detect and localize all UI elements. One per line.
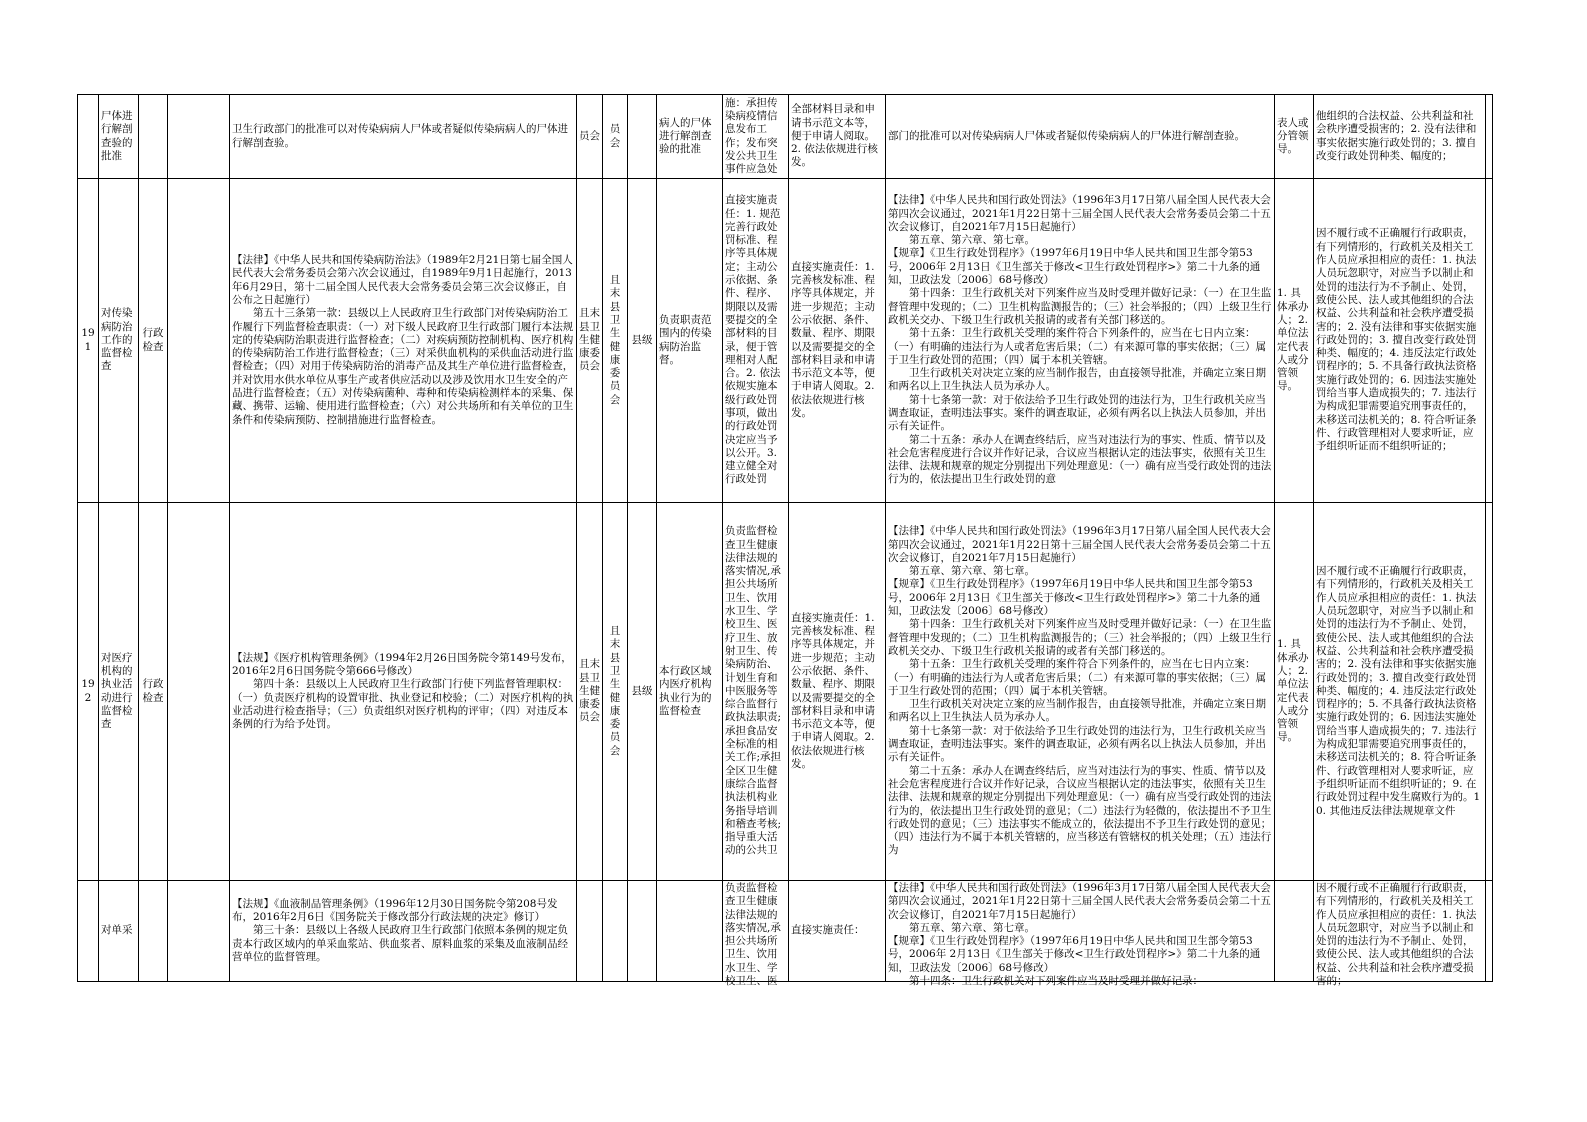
legal-basis-text: 【法规】《医疗机构管理条例》（1994年2月26日国务院令第149号发布，2016年2月6日国务院令第666号修改） 第四十条：县级以上人民政府卫生行政部门行使下列监督管理职权：（一）负责医疗机构的设置审批、执业登记和校验；（二）对医疗机构的执业活动进行检查指导；（三）负责组织对医疗机构的评审；（四）对违反本条例的行为给予处罚。 [232, 651, 574, 731]
procedure-law-basis-text: 【法律】《中华人民共和国行政处罚法》（1996年3月17日第八届全国人民代表大会第四次会议通过，2021年1月22日第十三届全国人民代表大会常务委员会第二十五次会议修订，自2021年7月15日起施行） 第五章、第六章、第七章。 【规章】《卫生行政处罚程序》（1997年6月19日中华人民共和国卫生部令第53号，2006年 2月13日《卫生部关于修改<卫生行政处罚程序>》第二十九条的通知，卫政法发〔2006〕68号修改） 第十四条：卫生行政机关对下列案件应当及时受理并做好记录：（一）在卫生监督管理中发现的；（二）卫生机构监测报告的；（三）社会举报的；（四）上级卫生行政机关交办、下级卫生行政机关报请的或者有关部门移送的。 第十五条：卫生行政机关受理的案件符合下列条件的，应当在七日内立案：（一）有明确的违法行为人或者危害后果；（二）有来源可靠的事实依据；（三）属于卫生行政处罚的范围；（四）属于本机关管辖。 卫生行政机关对决定立案的应当制作报告，由直接领导批准，并确定立案日期和两名以上卫生执法人员为承办人。 第十七条第一款：对于依法给予卫生行政处罚的违法行为，卫生行政机关应当调查取证，查明违法事实。案件的调查取证，必须有两名以上执法人员参加，并出示有关证件。 第二十五条：承办人在调查终结后，应当对违法行为的事实、性质、情节以及社会危害程度进行合议并作好记录，合议应当根据认定的违法事实，依照有关卫生法律、法规和规章的规定分别提出下列处理意见：（一）确有应当受行政处罚的违法行为的，依法提出卫生行政处罚的意 [888, 194, 1272, 486]
implementation-responsibility-text: 施：承担传染病疫情信息发布工作；发布突发公共卫生事件应急处 [725, 96, 778, 176]
legal-basis [230, 881, 577, 982]
item-type [139, 881, 168, 982]
item-content [657, 881, 723, 982]
implementing-authority-text: 员会 [579, 129, 600, 142]
item-name [99, 881, 139, 982]
legal-basis [230, 503, 577, 881]
item-name [99, 95, 139, 179]
implementation-responsibility [723, 881, 789, 988]
row-number-text: 191 [81, 327, 95, 353]
admin-level-text: 县级 [631, 333, 653, 346]
supervision-duty [789, 503, 886, 881]
accountable-person [1275, 503, 1314, 881]
legal-basis-text: 【法律】《中华人民共和国传染病防治法》（1989年2月21日第七届全国人民代表大会常务委员会第六次会议通过，自1989年9月1日起施行，2013年6月29日，第十二届全国人民代表大会常务委员会第三次会议修正，自公布之日起施行） 第五十三条第一款：县级以上人民政府卫生行政部门对传染病防治工作履行下列监督检查职责：（一）对下级人民政府卫生行政部门履行本法规定的传染病防治职责进行监督检查；（二）对疾病预防控制机构、医疗机构的传染病防治工作进行监督检查；（三）对采供血机构的采供血活动进行监督检查；（四）对用于传染病防治的消毒产品及其生产单位进行监督检查，并对饮用水供水单位从事生产或者供应活动以及涉及饮用水卫生安全的产品进行监督检查；（五）对传染病菌种、毒种和传染病检测样本的采集、保藏、携带、运输、使用进行监督检查；（六）对公共场所和有关单位的卫生条件和传染病预防、控制措施进行监督检查。 [232, 254, 574, 426]
table-row [78, 881, 1493, 982]
implementation-responsibility [723, 179, 789, 503]
row-number [78, 95, 99, 179]
liability-clause-text: 因不履行或不正确履行行政职责，有下列情形的，行政机关及相关工作人员应承担相应的责任：1. 执法人员玩忽职守，对应当予以制止和处罚的违法行为不予制止、处罚，致使公民、法人或其他组织的合法权益、公共利益和社会秩序遭受损害的； [1316, 882, 1477, 988]
implementation-responsibility [723, 503, 789, 881]
item-type-text: 行政检查 [142, 327, 164, 353]
legal-basis [230, 179, 577, 503]
responsibility-table [77, 94, 1493, 988]
remarks-cell [1486, 503, 1493, 881]
procedure-law-basis [886, 503, 1275, 881]
responsible-authority [603, 881, 628, 982]
item-content-text: 本行政区域内医疗机构执业行为的监督检查 [659, 664, 712, 717]
remarks-cell [1486, 179, 1493, 503]
item-name-text: 尸体进行解剖查验的批准 [101, 109, 133, 162]
row-number [78, 881, 99, 982]
supervision-duty-text: 直接实施责任： [791, 924, 865, 937]
admin-level-text: 县级 [631, 684, 653, 697]
admin-level [628, 179, 657, 503]
item-content [657, 95, 723, 179]
implementing-authority [577, 95, 603, 179]
item-content-text: 负责职责范围内的传染病防治监督。 [659, 313, 712, 366]
liability-clause [1314, 503, 1486, 881]
implementing-authority-text: 且末县卫生健康委员会 [579, 307, 600, 373]
remarks-cell [1486, 881, 1493, 982]
item-type [139, 503, 168, 881]
row-number [78, 503, 99, 881]
item-content-text: 病人的尸体进行解剖查验的批准 [659, 116, 712, 156]
implementation-responsibility-text: 直接实施责任：1. 规范完善行政处罚标准、程序等具体规定；主动公示依据、条件、程序、期限以及需要提交的全部材料的目录，便于管理相对人配合。2. 依法依规实施本级行政处罚事项，做出的行政处罚决定应当予以公开。3. 建立健全对行政处罚 [725, 194, 781, 486]
supervision-duty-text: 直接实施责任：1. 完善核发标准、程序等具体规定，并进一步规范；主动公示依据、条件、数量、程序、期限以及需要提交的全部材料目录和申请书示范文本等，便于申请人阅取。2. 依法依规进行核发。 [791, 260, 878, 419]
item-name-text: 对单采 [101, 924, 133, 937]
code-cell [168, 503, 230, 881]
implementation-responsibility-text: 负责监督检查卫生健康法律法规的落实情况,承担公共场所卫生、饮用水卫生、学校卫生、医 [725, 882, 781, 988]
item-type [139, 95, 168, 179]
responsible-authority [603, 95, 628, 179]
supervision-duty-text: 直接实施责任：1. 完善核发标准、程序等具体规定，并进一步规范；主动公示依据、条件、数量、程序、期限以及需要提交的全部材料目录和申请书示范文本等，便于申请人阅取。2. 依法依规进行核发。 [791, 611, 878, 770]
procedure-law-basis-text: 【法律】《中华人民共和国行政处罚法》（1996年3月17日第八届全国人民代表大会第四次会议通过，2021年1月22日第十三届全国人民代表大会常务委员会第二十五次会议修订，自2021年7月15日起施行） 第五章、第六章、第七章。 【规章】《卫生行政处罚程序》（1997年6月19日中华人民共和国卫生部令第53号，2006年 2月13日《卫生部关于修改<卫生行政处罚程序>》第二十九条的通知，卫政法发〔2006〕68号修改） 第十四条：卫生行政机关对下列案件应当及时受理并做好记录：（一）在卫生监督管理中发现的；（二）卫生机构监测报告的；（三）社会举报的；（四）上级卫生行政机关交办、下级卫生行政机关报请的或者有关部门移送的。 第十五条：卫生行政机关受理的案件符合下列条件的，应当在七日内立案：（一）有明确的违法行为人或者危害后果；（二）有来源可靠的事实依据；（三）属于卫生行政处罚的范围；（四）属于本机关管辖。 卫生行政机关对决定立案的应当制作报告，由直接领导批准，并确定立案日期和两名以上卫生执法人员为承办人。 第十七条第一款：对于依法给予卫生行政处罚的违法行为，卫生行政机关应当调查取证，查明违法事实。案件的调查取证，必须有两名以上执法人员参加，并出示有关证件。 第二十五条：承办人在调查终结后，应当对违法行为的事实、性质、情节以及社会危害程度进行合议并作好记录，合议应当根据认定的违法事实，依照有关卫生法律、法规和规章的规定分别提出下列处理意见：（一）确有应当受行政处罚的违法行为的，依法提出卫生行政处罚的意见；（二）违法行为轻微的，依法提出不予卫生行政处罚的意见；（三）违法事实不能成立的，依法提出不予卫生行政处罚的意见；（四）违法行为不属于本机关管辖的，应当移送有管辖权的机关处理；（五）违法行为 [888, 525, 1272, 857]
responsible-authority-text: 且末县卫生健康委员会 [609, 625, 621, 757]
liability-clause-text: 因不履行或不正确履行行政职责，有下列情形的，行政机关及相关工作人员应承担相应的责任：1. 执法人员玩忽职守，对应当予以制止和处罚的违法行为不予制止、处罚，致使公民、法人或其他组织的合法权益、公共利益和社会秩序遭受损害的；2. 没有法律和事实依据实施行政处罚的；3. 擅自改变行政处罚种类、幅度的；4. 违反法定行政处罚程序的；5. 不具备行政执法资格实施行政处罚的；6. 因违法实施处罚给当事人造成损失的；7. 违法行为构成犯罪需要追究刑事责任的，未移送司法机关的；8. 符合听证条件、行政管理相对人要求听证，应予组织听证而不组织听证的； [1316, 227, 1477, 453]
implementing-authority [577, 503, 603, 881]
admin-level [628, 95, 657, 179]
liability-clause-text: 他组织的合法权益、公共利益和社会秩序遭受损害的；2. 没有法律和事实依据实施行政处罚的；3. 擅自改变行政处罚种类、幅度的； [1316, 109, 1477, 162]
procedure-law-basis-text: 部门的批准可以对传染病病人尸体或者疑似传染病病人的尸体进行解剖查验。 [888, 129, 1245, 142]
row-number-text: 192 [81, 678, 95, 704]
supervision-duty [789, 881, 886, 982]
item-content [657, 179, 723, 503]
item-name-text: 对医疗机构的执业活动进行监督检查 [101, 651, 133, 731]
procedure-law-basis [886, 881, 1275, 988]
row-number [78, 179, 99, 503]
admin-level [628, 503, 657, 881]
code-cell [168, 881, 230, 982]
procedure-law-basis [886, 95, 1275, 179]
item-type [139, 179, 168, 503]
table-row [78, 179, 1493, 503]
accountable-person [1275, 179, 1314, 503]
accountable-person-text: 1. 具体承办人；2. 单位法定代表人或分管领导。 [1277, 638, 1312, 744]
implementing-authority-text: 且末县卫生健康委员会 [579, 658, 600, 724]
implementation-responsibility [723, 95, 789, 179]
table-body [78, 95, 1493, 988]
liability-clause-text: 因不履行或不正确履行行政职责，有下列情形的，行政机关及相关工作人员应承担相应的责任：1. 执法人员玩忽职守，对应当予以制止和处罚的违法行为不予制止、处罚，致使公民、法人或其他组织的合法权益、公共利益和社会秩序遭受损害的；2. 没有法律和事实依据实施行政处罚的；3. 擅自改变行政处罚种类、幅度的；4. 违反法定行政处罚程序的；5. 不具备行政执法资格实施行政处罚的；6. 因违法实施处罚给当事人造成损失的；7. 违法行为构成犯罪需要追究刑事责任的，未移送司法机关的；8. 符合听证条件、行政管理相对人要求听证，应予组织听证而不组织听证的；9. 在行政处罚过程中发生腐败行为的。10. 其他违反法律法规规章文件 [1316, 565, 1481, 817]
responsible-authority [603, 179, 628, 503]
legal-basis-text: 卫生行政部门的批准可以对传染病病人尸体或者疑似传染病病人的尸体进行解剖查验。 [232, 123, 568, 149]
accountable-person-text: 1. 具体承办人；2. 单位法定代表人或分管领导。 [1277, 287, 1312, 393]
supervision-duty [789, 95, 886, 179]
responsible-authority-text: 员会 [609, 123, 621, 149]
responsible-authority-text: 且末县卫生健康委员会 [609, 274, 621, 406]
remarks-cell [1486, 95, 1493, 179]
accountable-person [1275, 881, 1314, 982]
table-row [78, 503, 1493, 881]
procedure-law-basis [886, 179, 1275, 503]
admin-level [628, 881, 657, 982]
item-name [99, 179, 139, 503]
responsible-authority [603, 503, 628, 881]
legal-basis [230, 95, 577, 179]
implementing-authority [577, 881, 603, 982]
accountable-person [1275, 95, 1314, 179]
liability-clause [1314, 881, 1486, 988]
implementation-responsibility-text: 负责监督检查卫生健康法律法规的落实情况,承担公共场所卫生、饮用水卫生、学校卫生、医疗卫生、放射卫生、传染病防治、计划生育和中医服务等综合监督行政执法职责;承担食品安全标准的相关工作;承担全区卫生健康综合监督执法机构业务指导培训和稽查考核;指导重大活动的公共卫 [725, 525, 782, 857]
item-name [99, 503, 139, 881]
supervision-duty-text: 全部材料目录和申请书示范文本等，便于申请人阅取。2. 依法依规进行核发。 [791, 103, 878, 169]
legal-basis-text: 【法规】《血液制品管理条例》（1996年12月30日国务院令第208号发布，2016年2月6日《国务院关于修改部分行政法规的决定》修订） 第三十条：县级以上各级人民政府卫生行政部门依照本条例的规定负责本行政区域内的单采血浆站、供血浆者、原料血浆的采集及血液制品经营单位的监督管理。 [232, 897, 568, 963]
supervision-duty [789, 179, 886, 503]
item-name-text: 对传染病防治工作的监督检查 [101, 307, 133, 373]
code-cell [168, 179, 230, 503]
table-row [78, 95, 1493, 179]
item-type-text: 行政检查 [142, 678, 164, 704]
liability-clause [1314, 95, 1486, 179]
procedure-law-basis-text: 【法律】《中华人民共和国行政处罚法》（1996年3月17日第八届全国人民代表大会第四次会议通过，2021年1月22日第十三届全国人民代表大会常务委员会第二十五次会议修订，自2021年7月15日起施行） 第五章、第六章、第七章。 【规章】《卫生行政处罚程序》（1997年6月19日中华人民共和国卫生部令第53号，2006年 2月13日《卫生部关于修改<卫生行政处罚程序>》第二十九条的通知，卫政法发〔2006〕68号修改） 第十四条：卫生行政机关对下列案件应当及时受理并做好记录： [888, 882, 1271, 988]
accountable-person-text: 表人或分管领导。 [1277, 116, 1309, 156]
liability-clause [1314, 179, 1486, 503]
code-cell [168, 95, 230, 179]
item-content [657, 503, 723, 881]
implementing-authority [577, 179, 603, 503]
